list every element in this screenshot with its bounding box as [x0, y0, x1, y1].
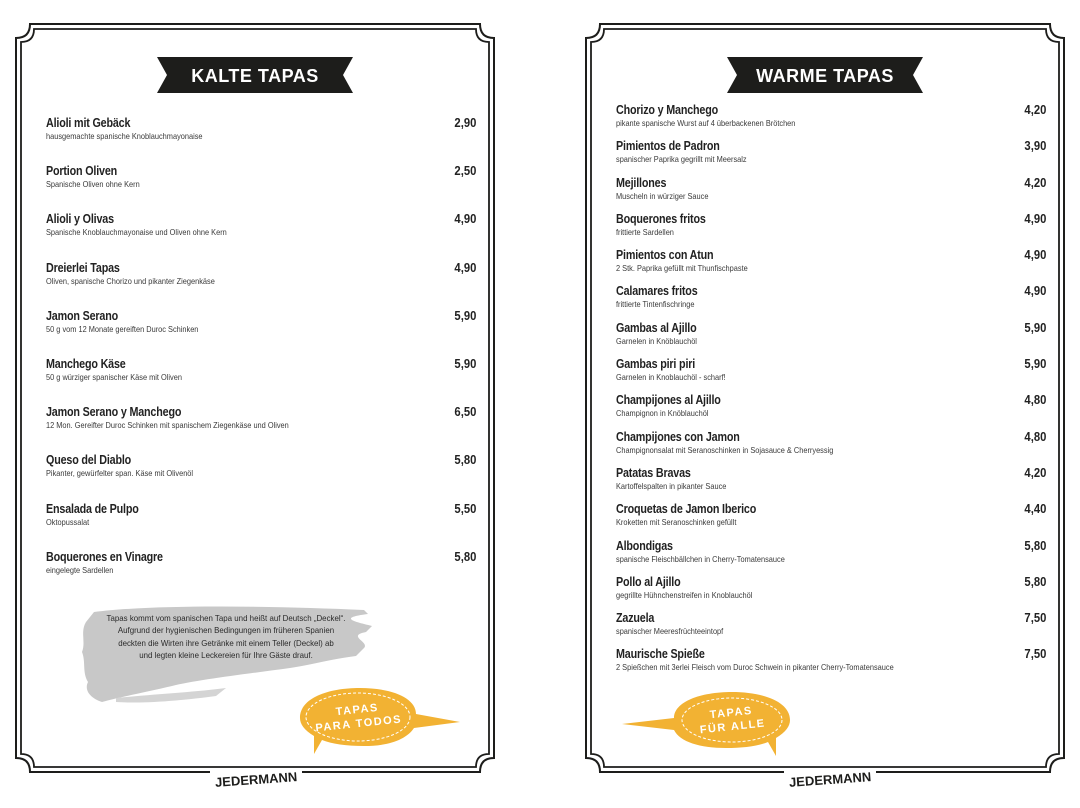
- speech-bubble-shape: [618, 690, 798, 760]
- menu-list: [46, 116, 476, 598]
- dish-price: 5,90: [454, 308, 476, 323]
- brand-name: JEDERMANN: [788, 769, 872, 790]
- dish-price: 5,90: [1024, 357, 1046, 372]
- menu-item: [46, 550, 476, 598]
- menu-page-kalte-tapas: [14, 22, 496, 790]
- dish-name: Boquerones en Vinagre: [46, 549, 163, 564]
- dish-name: Champijones al Ajillo: [616, 393, 721, 408]
- dish-description: Pikanter, gewürfelter span. Käse mit Olivenöl: [46, 468, 194, 479]
- menu-item: [616, 103, 1046, 139]
- menu-list: [616, 103, 1046, 684]
- dish-name: Croquetas de Jamon Iberico: [616, 502, 757, 517]
- dish-name: Zazuela: [616, 611, 655, 626]
- dish-name: Gambas piri piri: [616, 357, 696, 372]
- dish-name: Maurische Spieße: [616, 647, 705, 662]
- brand-name: JEDERMANN: [214, 769, 298, 790]
- dish-price: 5,90: [1024, 320, 1046, 335]
- dish-name: Dreierlei Tapas: [46, 260, 120, 275]
- dish-description: Kroketten mit Seranoschinken gefüllt: [616, 517, 737, 528]
- menu-item: [46, 453, 476, 501]
- menu-item: [616, 647, 1046, 683]
- dish-price: 5,50: [454, 501, 476, 516]
- note-line: und legten kleine Leckereien für Ihre Gäste drauf.: [139, 649, 313, 660]
- dish-description: 50 g würziger spanischer Käse mit Oliven: [46, 371, 182, 382]
- dish-price: 2,90: [454, 116, 476, 130]
- dish-price: 4,80: [1024, 429, 1046, 444]
- menu-item: [616, 575, 1046, 611]
- dish-price: 4,90: [1024, 248, 1046, 263]
- dish-name: Patatas Bravas: [616, 465, 691, 480]
- dish-description: 2 Stk. Paprika gefüllt mit Thunfischpaste: [616, 263, 748, 274]
- dish-description: Oliven, spanische Chorizo und pikanter Ziegenkäse: [46, 275, 215, 286]
- bubble-line: PARA TODOS: [314, 713, 403, 735]
- dish-price: 5,80: [1024, 574, 1046, 589]
- menu-item: [46, 212, 476, 260]
- menu-item: [46, 261, 476, 309]
- dish-price: 4,90: [454, 212, 476, 227]
- dish-description: Garnelen in Knöblauchöl: [616, 335, 697, 346]
- dish-price: 4,90: [1024, 211, 1046, 226]
- menu-page-warme-tapas: [584, 22, 1066, 790]
- dish-name: Albondigas: [616, 538, 673, 553]
- dish-price: 4,90: [454, 260, 476, 275]
- dish-price: 4,40: [1024, 502, 1046, 517]
- dish-description: hausgemachte spanische Knoblauchmayonaise: [46, 131, 203, 141]
- dish-description: 2 Spießchen mit 3erlei Fleisch vom Duroc Schwein in pikanter Cherry-Tomatensauce: [616, 662, 894, 673]
- menu-item: [616, 393, 1046, 429]
- dish-name: Chorizo y Manchego: [616, 103, 719, 117]
- dish-name: Queso del Diablo: [46, 453, 132, 468]
- menu-item: [616, 357, 1046, 393]
- menu-item: [46, 309, 476, 357]
- dish-description: Spanische Knoblauchmayonaise und Oliven ohne Kern: [46, 227, 227, 238]
- dish-name: Manchego Käse: [46, 356, 126, 371]
- dish-description: spanische Fleischbällchen in Cherry-Tomatensauce: [616, 553, 785, 564]
- section-banner: [14, 54, 496, 96]
- dish-description: spanischer Paprika gegrillt mit Meersalz: [616, 154, 747, 165]
- menu-item: [616, 212, 1046, 248]
- dish-price: 4,20: [1024, 465, 1046, 480]
- dish-price: 5,90: [454, 356, 476, 371]
- dish-name: Jamon Serano y Manchego: [46, 405, 182, 420]
- dish-price: 4,90: [1024, 284, 1046, 299]
- dish-price: 6,50: [454, 405, 476, 420]
- dish-description: pikante spanische Wurst auf 4 überbackenen Brötchen: [616, 118, 796, 128]
- speech-bubble: [292, 684, 464, 763]
- menu-item: [46, 116, 476, 164]
- dish-price: 4,20: [1024, 175, 1046, 190]
- dish-name: Jamon Serano: [46, 308, 119, 323]
- menu-item: [46, 357, 476, 405]
- menu-item: [616, 248, 1046, 284]
- dish-description: frittierte Tintenfischringe: [616, 299, 695, 310]
- bubble-line: TAPAS: [335, 701, 380, 719]
- dish-description: spanischer Meeresfrüchteeintopf: [616, 626, 724, 637]
- menu-item: [616, 539, 1046, 575]
- dish-name: Alioli mit Gebäck: [46, 116, 131, 130]
- dish-price: 2,50: [454, 164, 476, 179]
- dish-description: Kartoffelspalten in pikanter Sauce: [616, 480, 727, 491]
- brand-logo: [210, 762, 302, 797]
- dish-description: 50 g vom 12 Monate gereiften Duroc Schinken: [46, 323, 199, 334]
- section-title: WARME TAPAS: [756, 66, 894, 86]
- menu-item: [616, 284, 1046, 320]
- menu-item: [616, 430, 1046, 466]
- menu-item: [616, 502, 1046, 538]
- menu-item: [616, 139, 1046, 175]
- dish-description: Oktopussalat: [46, 516, 90, 527]
- dish-description: Muscheln in würziger Sauce: [616, 190, 709, 201]
- dish-description: 12 Mon. Gereifter Duroc Schinken mit spanischem Ziegenkäse und Oliven: [46, 420, 289, 431]
- dish-name: Calamares fritos: [616, 284, 698, 299]
- dish-name: Pimientos de Padron: [616, 139, 720, 154]
- dish-price: 4,20: [1024, 103, 1046, 117]
- banner-ribbon: [727, 54, 923, 96]
- menu-item: [616, 611, 1046, 647]
- dish-description: Champignon in Knöblauchöl: [616, 408, 709, 419]
- dish-price: 4,80: [1024, 393, 1046, 408]
- dish-description: Garnelen in Knoblauchöl - scharf!: [616, 372, 726, 383]
- dish-description: frittierte Sardellen: [616, 226, 674, 237]
- dish-name: Alioli y Olivas: [46, 212, 114, 227]
- section-banner: [584, 54, 1066, 96]
- menu-item: [616, 176, 1046, 212]
- bubble-line: TAPAS: [709, 704, 754, 722]
- dish-price: 3,90: [1024, 139, 1046, 154]
- bubble-line: FÜR ALLE: [699, 717, 767, 737]
- section-title: KALTE TAPAS: [191, 66, 319, 86]
- brand-logo: [784, 762, 876, 797]
- dish-price: 5,80: [1024, 538, 1046, 553]
- dish-price: 5,80: [454, 549, 476, 564]
- dish-price: 7,50: [1024, 611, 1046, 626]
- dish-description: Champignonsalat mit Seranoschinken in Sojasauce & Cherryessig: [616, 444, 834, 455]
- dish-price: 7,50: [1024, 647, 1046, 662]
- dish-name: Mejillones: [616, 175, 667, 190]
- dish-description: gegrillte Hühnchenstreifen in Knoblauchöl: [616, 589, 753, 600]
- note-line: Tapas kommt vom spanischen Tapa und heißt auf Deutsch „Deckel“.: [106, 613, 346, 623]
- speech-bubble-shape: [292, 684, 464, 758]
- speech-bubble: [618, 690, 798, 765]
- menu-item: [616, 321, 1046, 357]
- dish-name: Champijones con Jamon: [616, 429, 740, 444]
- menu-item: [46, 405, 476, 453]
- dish-name: Pollo al Ajillo: [616, 574, 681, 589]
- dish-name: Pimientos con Atun: [616, 248, 714, 263]
- note-line: Aufgrund der hygienischen Bedingungen im früheren Spanien: [117, 625, 335, 636]
- banner-ribbon: [157, 54, 353, 96]
- dish-description: Spanische Oliven ohne Kern: [46, 179, 140, 190]
- note-line: deckten die Wirten ihre Getränke mit einem Teller (Deckel) ab: [118, 637, 334, 648]
- menu-item: [616, 466, 1046, 502]
- dish-name: Ensalada de Pulpo: [46, 501, 139, 516]
- dish-name: Portion Oliven: [46, 164, 118, 179]
- dish-price: 5,80: [454, 453, 476, 468]
- dish-name: Gambas al Ajillo: [616, 320, 697, 335]
- menu-item: [46, 164, 476, 212]
- dish-name: Boquerones fritos: [616, 211, 706, 226]
- dish-description: eingelegte Sardellen: [46, 564, 114, 575]
- menu-item: [46, 502, 476, 550]
